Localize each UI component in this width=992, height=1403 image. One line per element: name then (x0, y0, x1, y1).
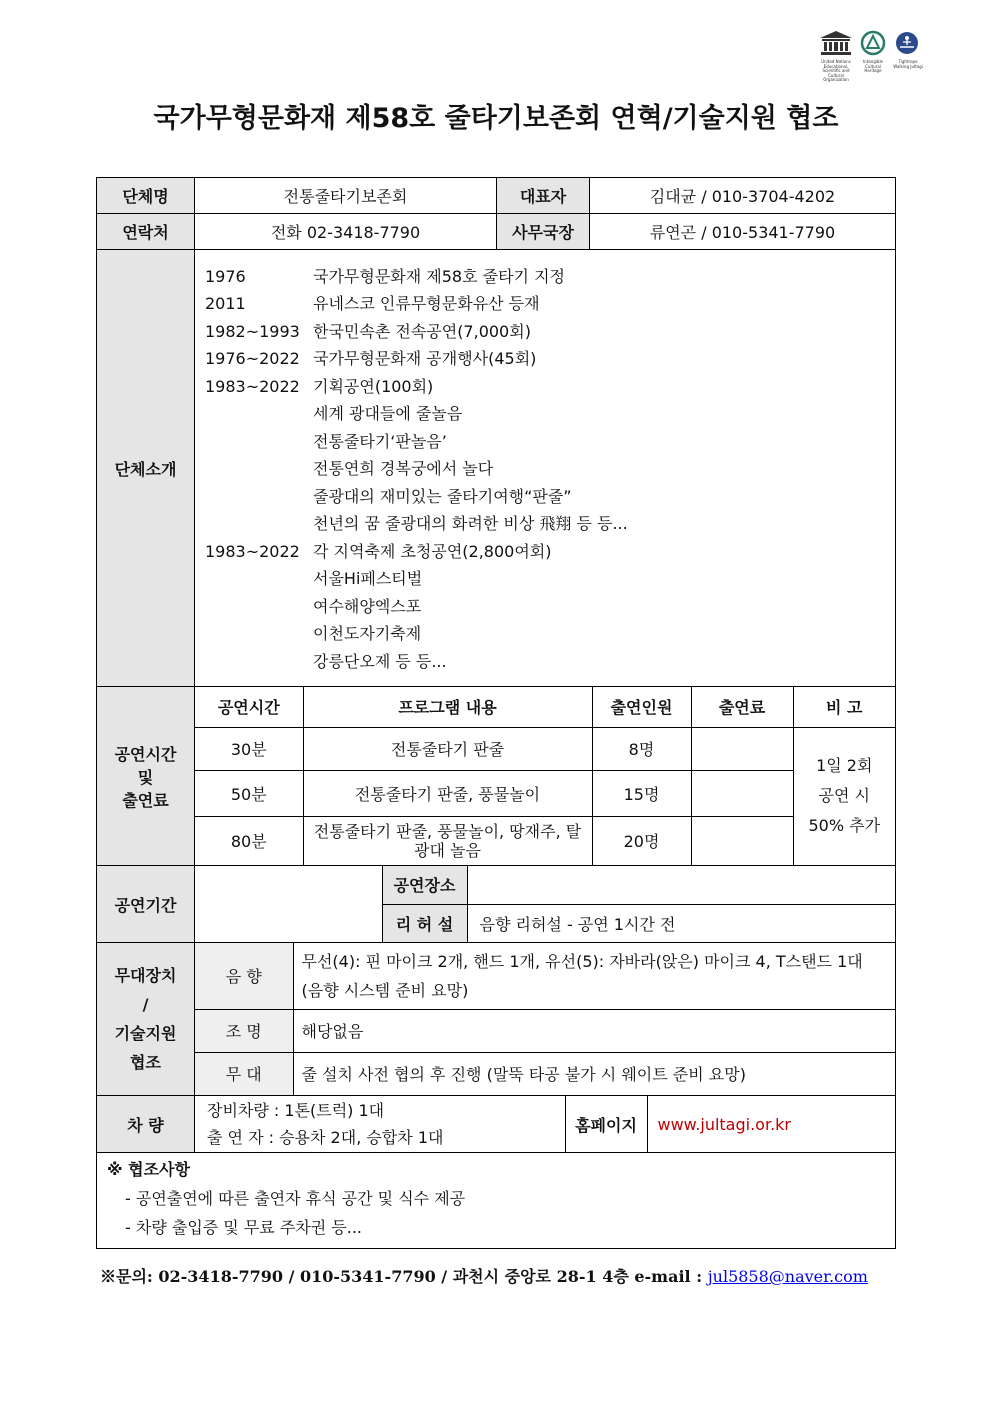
history-text: 국가무형문화재 제58호 줄타기 지정 (313, 266, 566, 286)
perf-header-people: 출연인원 (592, 687, 691, 727)
sound-value: 무선(4): 핀 마이크 2개, 핸드 1개, 유선(5): 자바라(앉은) 마이크 4, T스탠드 1대 (음향 시스템 준비 요망) (293, 943, 895, 1009)
period-cell (195, 866, 896, 943)
perf-header-fee: 출연료 (691, 687, 793, 727)
unesco-logo (818, 30, 854, 82)
history-text: 전통연희 경복궁에서 놀다 (313, 459, 494, 479)
perf-time: 80분 (195, 816, 303, 865)
vehicle-info (195, 1096, 565, 1152)
history-year (205, 593, 313, 621)
history-year: 2011 (205, 294, 246, 314)
history-year (205, 400, 313, 428)
history-entry (205, 400, 885, 428)
secretary-value: 류연곤 / 010-5341-7790 (590, 214, 896, 250)
perf-label-line3: 출연료 (122, 790, 169, 810)
history-text: 서울Hi페스티벌 (313, 569, 423, 589)
perf-header-time: 공연시간 (195, 687, 303, 727)
period-value (195, 866, 382, 942)
perf-note-line1: 1일 2회 (816, 756, 873, 776)
perf-label (97, 687, 195, 866)
history-year (205, 510, 313, 538)
sound-label: 음 향 (195, 943, 293, 1009)
footer-text: ※문의: 02-3418-7790 / 010-5341-7790 / 과천시 중앙로 28-1 4층 e-mail : (100, 1267, 708, 1286)
intro-label: 단체소개 (97, 250, 195, 687)
vehicle-cell (195, 1096, 896, 1153)
contact-label: 연락처 (97, 214, 195, 250)
history-year (205, 620, 313, 648)
perf-cell (195, 687, 896, 866)
perf-row (195, 727, 895, 770)
history-year: 1983~2022 (205, 541, 300, 561)
stage-label-line2: / (142, 995, 149, 1014)
homepage-label: 홈페이지 (565, 1096, 647, 1152)
cooperation-item: - 공연출연에 따른 출연자 휴식 공간 및 식수 제공 (125, 1189, 466, 1208)
history-text: 천년의 꿈 줄광대의 화려한 비상 飛翔 등 등... (313, 514, 628, 534)
history-entry (205, 428, 885, 456)
history-entry (205, 373, 885, 401)
tightrope-walker-icon (892, 30, 922, 56)
history-entry (205, 345, 885, 373)
history-text: 유네스코 인류무형문화유산 등재 (313, 294, 540, 314)
perf-program: 전통줄타기 판줄, 풍물놀이, 땅재주, 탈광대 놀음 (303, 816, 592, 865)
perf-header-note: 비 고 (793, 687, 895, 727)
perf-program: 전통줄타기 판줄, 풍물놀이 (303, 770, 592, 816)
stage-setup-label: 무 대 (195, 1052, 293, 1095)
stage-table (195, 943, 895, 1095)
history-entry (205, 538, 885, 566)
perf-header-program: 프로그램 내용 (303, 687, 592, 727)
history-entry (205, 510, 885, 538)
perf-note (793, 727, 895, 865)
cooperation-item: - 차량 출입증 및 무료 주차권 등... (125, 1218, 363, 1237)
unesco-caption: United Nations Educational, Scientific and Cultural Organization (821, 59, 851, 82)
vehicle-equipment: 장비차량 : 1톤(트럭) 1대 (207, 1101, 385, 1120)
history-year: 1983~2022 (205, 376, 300, 396)
vehicle-performers: 출 연 자 : 승용차 2대, 승합차 1대 (207, 1128, 444, 1147)
org-name: 전통줄타기보존회 (195, 178, 497, 214)
perf-row (195, 770, 895, 816)
perf-program: 전통줄타기 판줄 (303, 727, 592, 770)
rep-value: 김대균 / 010-3704-4202 (590, 178, 896, 214)
perf-table (195, 687, 895, 865)
contact-value: 전화 02-3418-7790 (195, 214, 497, 250)
cooperation-title: ※ 협조사항 (107, 1160, 190, 1179)
stage-label-line4: 협조 (130, 1053, 161, 1072)
perf-label-line2: 및 (137, 767, 154, 787)
perf-people: 15명 (592, 770, 691, 816)
history-entry (205, 483, 885, 511)
history-text: 세계 광대들에 줄놀음 (313, 404, 463, 424)
venue-value (467, 866, 895, 904)
history-text: 각 지역축제 초청공연(2,800여회) (313, 541, 552, 561)
perf-time: 50분 (195, 770, 303, 816)
history-year: 1976~2022 (205, 349, 300, 369)
history-year (205, 428, 313, 456)
perf-fee (691, 727, 793, 770)
footer-email-link[interactable]: jul5858@naver.com (707, 1267, 868, 1286)
logo-group (818, 30, 924, 82)
perf-fee (691, 816, 793, 865)
stage-label-line3: 기술지원 (114, 1024, 177, 1043)
history-text: 여수해양엑스포 (313, 596, 422, 616)
jultagi-caption: Tightrope Walking Jultagi (893, 59, 923, 69)
history-text: 이천도자기축제 (313, 624, 422, 644)
history-text: 국가무형문화재 공개행사(45회) (313, 349, 537, 369)
org-name-label: 단체명 (97, 178, 195, 214)
perf-note-line3: 50% 추가 (808, 816, 881, 836)
perf-people: 20명 (592, 816, 691, 865)
perf-note-line2: 공연 시 (818, 786, 870, 806)
secretary-label: 사무국장 (497, 214, 590, 250)
history-year (205, 455, 313, 483)
stage-setup-value: 줄 설치 사전 협의 후 진행 (말뚝 타공 불가 시 웨이트 준비 요망) (293, 1052, 895, 1095)
history-year: 1976 (205, 266, 246, 286)
history-text: 한국민속촌 전속공연(7,000회) (313, 321, 531, 341)
history-entry (205, 290, 885, 318)
perf-label-line1: 공연시간 (114, 744, 177, 764)
period-label: 공연기간 (97, 866, 195, 943)
unesco-temple-icon (818, 30, 854, 56)
vehicle-label: 차 량 (97, 1096, 195, 1153)
history-entry (205, 318, 885, 346)
page-title: 국가무형문화재 제58호 줄타기보존회 연혁/기술지원 협조 (153, 103, 839, 134)
perf-fee (691, 770, 793, 816)
history-entry (205, 263, 885, 291)
history-year (205, 483, 313, 511)
rehearsal-label: 리 허 설 (382, 904, 467, 942)
footer-contact (100, 1264, 892, 1287)
venue-label: 공연장소 (382, 866, 467, 904)
light-value: 해당없음 (293, 1009, 895, 1052)
period-table (195, 866, 895, 942)
homepage-link[interactable]: www.jultagi.or.kr (647, 1096, 895, 1152)
history-entry (205, 565, 885, 593)
ich-logo (858, 30, 888, 76)
jultagi-logo (892, 30, 924, 76)
history-entry (205, 620, 885, 648)
rep-label: 대표자 (497, 178, 590, 214)
history-text: 전통줄타기‘판놀음’ (313, 431, 447, 451)
stage-label (97, 943, 195, 1096)
vehicle-table (195, 1096, 895, 1152)
history-year: 1982~1993 (205, 321, 300, 341)
history-entry (205, 455, 885, 483)
history-text: 줄광대의 재미있는 줄타기여행“판줄” (313, 486, 572, 506)
stage-cell (195, 943, 896, 1096)
rehearsal-value: 음향 리허설 - 공연 1시간 전 (467, 904, 895, 942)
perf-row (195, 816, 895, 865)
intro-history (195, 250, 896, 687)
history-year (205, 648, 313, 676)
stage-label-line1: 무대장치 (114, 966, 177, 985)
cooperation-notes (97, 1153, 896, 1249)
perf-people: 8명 (592, 727, 691, 770)
light-label: 조 명 (195, 1009, 293, 1052)
perf-time: 30분 (195, 727, 303, 770)
history-text: 강릉단오제 등 등... (313, 651, 447, 671)
history-entry (205, 593, 885, 621)
ich-caption: Intangible Cultural Heritage (862, 59, 884, 73)
history-entry (205, 648, 885, 676)
ich-emblem-icon (858, 30, 888, 56)
history-list (205, 263, 885, 676)
history-text: 기획공연(100회) (313, 376, 434, 396)
info-table (96, 177, 896, 1249)
history-year (205, 565, 313, 593)
